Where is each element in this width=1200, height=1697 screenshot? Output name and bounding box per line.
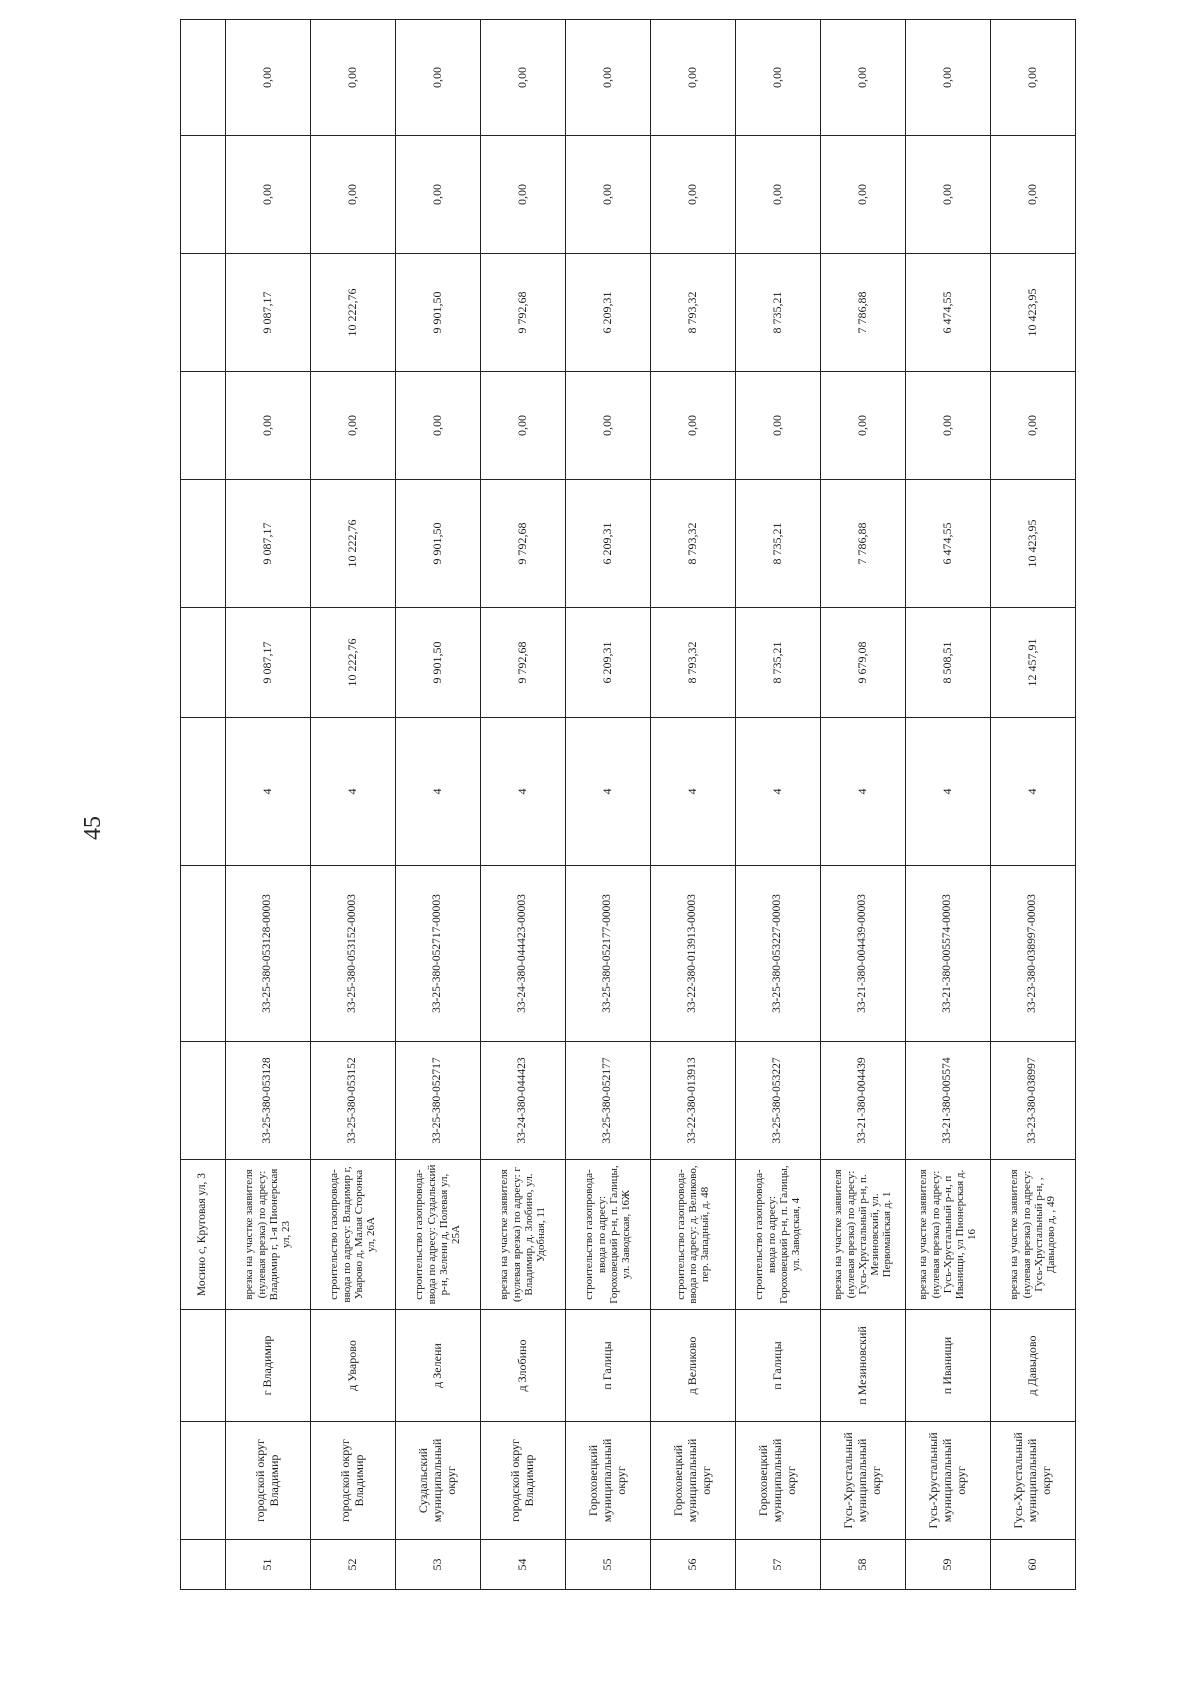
work-description-cell: строительство газопровода-ввода по адресу: Суздальский р-н, Зелени д, Полевая ул, 25А [396, 1160, 481, 1310]
row-number: 55 [566, 1540, 651, 1590]
value-cell-1: 9 087,17 [226, 608, 311, 718]
count-cell: 4 [906, 718, 991, 866]
table-row [991, 20, 1076, 1590]
value-cell-4: 8 735,21 [736, 254, 821, 372]
value-cell-5: 0,00 [481, 136, 566, 254]
value-cell-3: 0,00 [481, 372, 566, 480]
municipality-cell: Гороховецкий муниципальный округ [736, 1422, 821, 1540]
value-cell-4: 8 793,32 [651, 254, 736, 372]
value-cell-2: 10 423,95 [991, 480, 1076, 608]
value-cell-2: 9 087,17 [226, 480, 311, 608]
object-code-cell: 33-25-380-053227-00003 [736, 866, 821, 1042]
work-description-cell: врезка на участке заявителя (нулевая врезка) по адресу: Гусь-Хрустальный р-н, п Иванищи, ул Пионерская д. 16 [906, 1160, 991, 1310]
value-cell-5: 0,00 [311, 136, 396, 254]
municipality-cell: городской округ Владимир [481, 1422, 566, 1540]
table-row [226, 20, 311, 1590]
table-cell [181, 1310, 226, 1422]
work-description-cell: врезка на участке заявителя (нулевая врезка) по адресу: Гусь-Хрустальный р-н, , Давыдово д, , 49 [991, 1160, 1076, 1310]
municipality-cell: Гороховецкий муниципальный округ [651, 1422, 736, 1540]
table-row [311, 20, 396, 1590]
value-cell-3: 0,00 [736, 372, 821, 480]
value-cell-5: 0,00 [396, 136, 481, 254]
value-cell-3: 0,00 [566, 372, 651, 480]
value-cell-6: 0,00 [396, 20, 481, 136]
value-cell-3: 0,00 [651, 372, 736, 480]
count-cell: 4 [566, 718, 651, 866]
work-description-cell: строительство газопровода-ввода по адресу: д. Великово, пер. Западный, д. 48 [651, 1160, 736, 1310]
work-description-cell: врезка на участке заявителя (нулевая врезка) по адресу: Гусь-Хрустальный р-н, п. Мезиновский, ул. Первомайская д. 1 [821, 1160, 906, 1310]
value-cell-6: 0,00 [566, 20, 651, 136]
table-row [566, 20, 651, 1590]
code-cell: 33-22-380-013913 [651, 1042, 736, 1160]
count-cell: 4 [821, 718, 906, 866]
settlement-cell: д Злобино [481, 1310, 566, 1422]
value-cell-2: 8 793,32 [651, 480, 736, 608]
value-cell-1: 8 508,51 [906, 608, 991, 718]
object-code-cell: 33-23-380-038997-00003 [991, 866, 1076, 1042]
table-cell [181, 718, 226, 866]
value-cell-5: 0,00 [651, 136, 736, 254]
value-cell-6: 0,00 [906, 20, 991, 136]
row-number: 51 [226, 1540, 311, 1590]
settlement-cell: п Галицы [566, 1310, 651, 1422]
value-cell-2: 8 735,21 [736, 480, 821, 608]
table-row [736, 20, 821, 1590]
count-cell: 4 [311, 718, 396, 866]
work-description-cell: строительство газопровода-ввода по адресу: Гороховецкий р-н, п. Галицы, ул. Заводская, 16Ж [566, 1160, 651, 1310]
table-cell [181, 372, 226, 480]
table-cell [181, 136, 226, 254]
value-cell-6: 0,00 [311, 20, 396, 136]
row-number: 59 [906, 1540, 991, 1590]
table-cell [181, 1042, 226, 1160]
value-cell-5: 0,00 [991, 136, 1076, 254]
count-cell: 4 [226, 718, 311, 866]
value-cell-3: 0,00 [991, 372, 1076, 480]
municipality-cell: Гусь-Хрустальный муниципальный округ [821, 1422, 906, 1540]
row-number: 53 [396, 1540, 481, 1590]
value-cell-4: 9 087,17 [226, 254, 311, 372]
municipality-cell: Суздальский муниципальный округ [396, 1422, 481, 1540]
work-description-cell: строительство газопровода-ввода по адресу: Гороховецкий р-н, п. Галицы, ул. Заводская, 4 [736, 1160, 821, 1310]
object-code-cell: 33-25-380-053128-00003 [226, 866, 311, 1042]
value-cell-4: 9 792,68 [481, 254, 566, 372]
code-cell: 33-25-380-052717 [396, 1042, 481, 1160]
value-cell-1: 8 793,32 [651, 608, 736, 718]
table-row [651, 20, 736, 1590]
page-number: 45 [80, 816, 106, 840]
header-fragment: Мосино с, Круговая ул, 3 [181, 1160, 226, 1310]
object-code-cell: 33-22-380-013913-00003 [651, 866, 736, 1042]
code-cell: 33-25-380-052177 [566, 1042, 651, 1160]
value-cell-1: 12 457,91 [991, 608, 1076, 718]
settlement-cell: д Великово [651, 1310, 736, 1422]
table-row [481, 20, 566, 1590]
table-row [906, 20, 991, 1590]
object-code-cell: 33-25-380-052177-00003 [566, 866, 651, 1042]
count-cell: 4 [736, 718, 821, 866]
object-code-cell: 33-25-380-053152-00003 [311, 866, 396, 1042]
data-table [180, 19, 1076, 1590]
row-number: 54 [481, 1540, 566, 1590]
value-cell-2: 9 792,68 [481, 480, 566, 608]
value-cell-3: 0,00 [821, 372, 906, 480]
header-fragment-row [181, 20, 226, 1590]
value-cell-1: 6 209,31 [566, 608, 651, 718]
code-cell: 33-21-380-004439 [821, 1042, 906, 1160]
municipality-cell: Гусь-Хрустальный муниципальный округ [906, 1422, 991, 1540]
object-code-cell: 33-21-380-004439-00003 [821, 866, 906, 1042]
row-number: 57 [736, 1540, 821, 1590]
value-cell-6: 0,00 [226, 20, 311, 136]
municipality-cell: городской округ Владимир [311, 1422, 396, 1540]
value-cell-4: 7 786,88 [821, 254, 906, 372]
value-cell-3: 0,00 [226, 372, 311, 480]
value-cell-1: 9 901,50 [396, 608, 481, 718]
value-cell-6: 0,00 [651, 20, 736, 136]
work-description-cell: врезка на участке заявителя (нулевая врезка) по адресу: г Владимир, д. Злобино, ул. Удобная, 11 [481, 1160, 566, 1310]
value-cell-5: 0,00 [736, 136, 821, 254]
municipality-cell: городской округ Владимир [226, 1422, 311, 1540]
value-cell-4: 10 222,76 [311, 254, 396, 372]
work-description-cell: врезка на участке заявителя (нулевая врезка) по адресу: Владимир г, 1-я Пионерская ул, 23 [226, 1160, 311, 1310]
table-cell [181, 254, 226, 372]
row-number: 60 [991, 1540, 1076, 1590]
object-code-cell: 33-25-380-052717-00003 [396, 866, 481, 1042]
count-cell: 4 [991, 718, 1076, 866]
table-cell [181, 866, 226, 1042]
code-cell: 33-25-380-053128 [226, 1042, 311, 1160]
settlement-cell: д Зелени [396, 1310, 481, 1422]
count-cell: 4 [651, 718, 736, 866]
value-cell-6: 0,00 [991, 20, 1076, 136]
municipality-cell: Гороховецкий муниципальный округ [566, 1422, 651, 1540]
object-code-cell: 33-21-380-005574-00003 [906, 866, 991, 1042]
value-cell-6: 0,00 [736, 20, 821, 136]
value-cell-1: 10 222,76 [311, 608, 396, 718]
value-cell-2: 10 222,76 [311, 480, 396, 608]
rotated-table-sheet [180, 67, 1075, 1590]
value-cell-6: 0,00 [481, 20, 566, 136]
settlement-cell: п Галицы [736, 1310, 821, 1422]
object-code-cell: 33-24-380-044423-00003 [481, 866, 566, 1042]
municipality-cell: Гусь-Хрустальный муниципальный округ [991, 1422, 1076, 1540]
count-cell: 4 [396, 718, 481, 866]
value-cell-5: 0,00 [566, 136, 651, 254]
work-description-cell: строительство газопровода-ввода по адресу: Владимир г, Уварово д, Малая Сторонка ул, 26А [311, 1160, 396, 1310]
value-cell-4: 6 209,31 [566, 254, 651, 372]
code-cell: 33-25-380-053152 [311, 1042, 396, 1160]
value-cell-2: 9 901,50 [396, 480, 481, 608]
settlement-cell: г Владимир [226, 1310, 311, 1422]
table-cell [181, 1422, 226, 1540]
value-cell-4: 9 901,50 [396, 254, 481, 372]
value-cell-6: 0,00 [821, 20, 906, 136]
value-cell-2: 6 474,55 [906, 480, 991, 608]
code-cell: 33-23-380-038997 [991, 1042, 1076, 1160]
table-cell [181, 1540, 226, 1590]
row-number: 58 [821, 1540, 906, 1590]
table-cell [181, 608, 226, 718]
table-cell [181, 20, 226, 136]
value-cell-2: 6 209,31 [566, 480, 651, 608]
row-number: 56 [651, 1540, 736, 1590]
settlement-cell: д Уварово [311, 1310, 396, 1422]
settlement-cell: п Иванищи [906, 1310, 991, 1422]
settlement-cell: п Мезиновский [821, 1310, 906, 1422]
value-cell-1: 9 679,08 [821, 608, 906, 718]
settlement-cell: д Давыдово [991, 1310, 1076, 1422]
count-cell: 4 [481, 718, 566, 866]
value-cell-5: 0,00 [226, 136, 311, 254]
value-cell-1: 9 792,68 [481, 608, 566, 718]
code-cell: 33-25-380-053227 [736, 1042, 821, 1160]
table-row [396, 20, 481, 1590]
value-cell-3: 0,00 [906, 372, 991, 480]
code-cell: 33-21-380-005574 [906, 1042, 991, 1160]
value-cell-4: 6 474,55 [906, 254, 991, 372]
code-cell: 33-24-380-044423 [481, 1042, 566, 1160]
row-number: 52 [311, 1540, 396, 1590]
table-row [821, 20, 906, 1590]
table-cell [181, 480, 226, 608]
value-cell-1: 8 735,21 [736, 608, 821, 718]
value-cell-2: 7 786,88 [821, 480, 906, 608]
value-cell-5: 0,00 [821, 136, 906, 254]
value-cell-4: 10 423,95 [991, 254, 1076, 372]
value-cell-3: 0,00 [311, 372, 396, 480]
value-cell-5: 0,00 [906, 136, 991, 254]
value-cell-3: 0,00 [396, 372, 481, 480]
